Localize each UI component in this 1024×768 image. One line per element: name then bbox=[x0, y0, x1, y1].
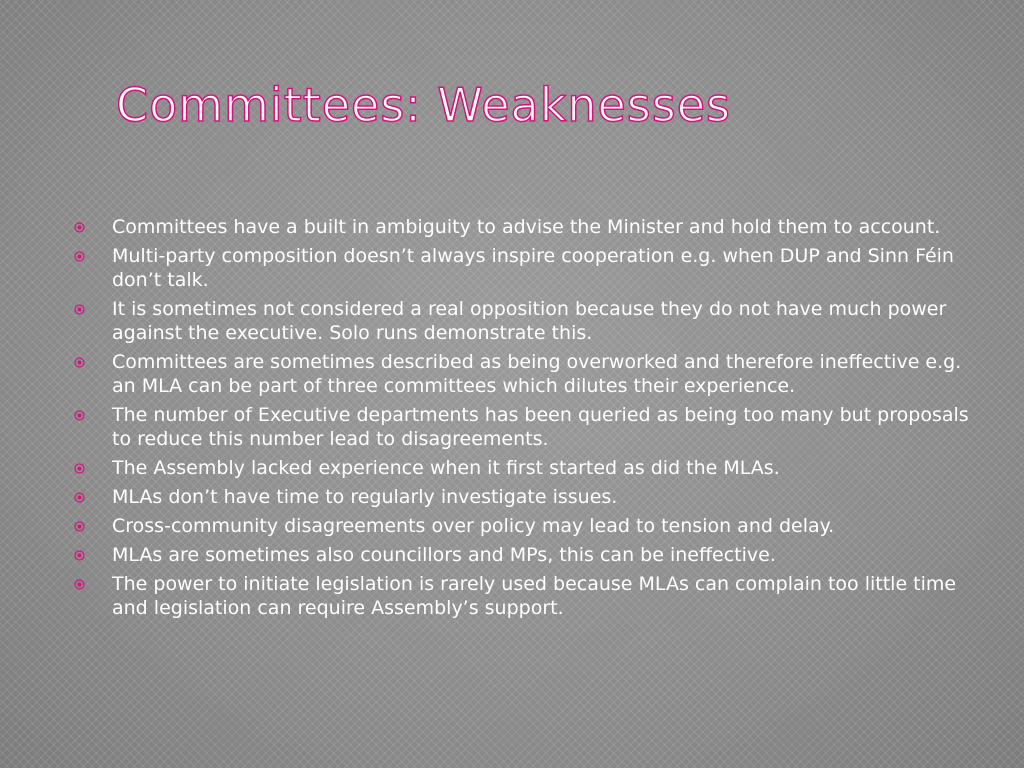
list-item bbox=[74, 485, 974, 509]
bullet-text: The number of Executive departments has been queried as being too many but proposals to reduce this number lead to disagreements. bbox=[112, 404, 969, 450]
circle-bullet-icon bbox=[74, 410, 85, 421]
bullet-text: The Assembly lacked experience when it first started as did the MLAs. bbox=[112, 457, 780, 479]
slide-title: Committees: Weaknesses bbox=[116, 78, 731, 132]
list-item bbox=[74, 572, 974, 620]
bullet-list bbox=[74, 215, 974, 625]
circle-bullet-icon bbox=[74, 357, 85, 368]
list-item bbox=[74, 350, 974, 398]
bullet-text: MLAs are sometimes also councillors and MPs, this can be ineffective. bbox=[112, 544, 776, 566]
circle-bullet-icon bbox=[74, 463, 85, 474]
bullet-text: Multi-party composition doesn’t always inspire cooperation e.g. when DUP and Sinn Féin don’t talk. bbox=[112, 245, 954, 291]
bullet-text: MLAs don’t have time to regularly investigate issues. bbox=[112, 486, 618, 508]
list-item bbox=[74, 215, 974, 239]
list-item bbox=[74, 297, 974, 345]
circle-bullet-icon bbox=[74, 251, 85, 262]
list-item bbox=[74, 403, 974, 451]
circle-bullet-icon bbox=[74, 222, 85, 233]
circle-bullet-icon bbox=[74, 304, 85, 315]
bullet-text: Committees are sometimes described as being overworked and therefore ineffective e.g. an MLA can be part of three committees which dilutes their experience. bbox=[112, 351, 962, 397]
bullet-text: The power to initiate legislation is rarely used because MLAs can complain too little time and legislation can require Assembly’s support. bbox=[112, 573, 957, 619]
list-item bbox=[74, 456, 974, 480]
circle-bullet-icon bbox=[74, 521, 85, 532]
circle-bullet-icon bbox=[74, 579, 85, 590]
list-item bbox=[74, 543, 974, 567]
list-item bbox=[74, 514, 974, 538]
bullet-text: Committees have a built in ambiguity to advise the Minister and hold them to account. bbox=[112, 216, 941, 238]
bullet-text: It is sometimes not considered a real opposition because they do not have much power against the executive. Solo runs demonstrate this. bbox=[112, 298, 947, 344]
bullet-text: Cross-community disagreements over policy may lead to tension and delay. bbox=[112, 515, 835, 537]
circle-bullet-icon bbox=[74, 492, 85, 503]
list-item bbox=[74, 244, 974, 292]
circle-bullet-icon bbox=[74, 550, 85, 561]
